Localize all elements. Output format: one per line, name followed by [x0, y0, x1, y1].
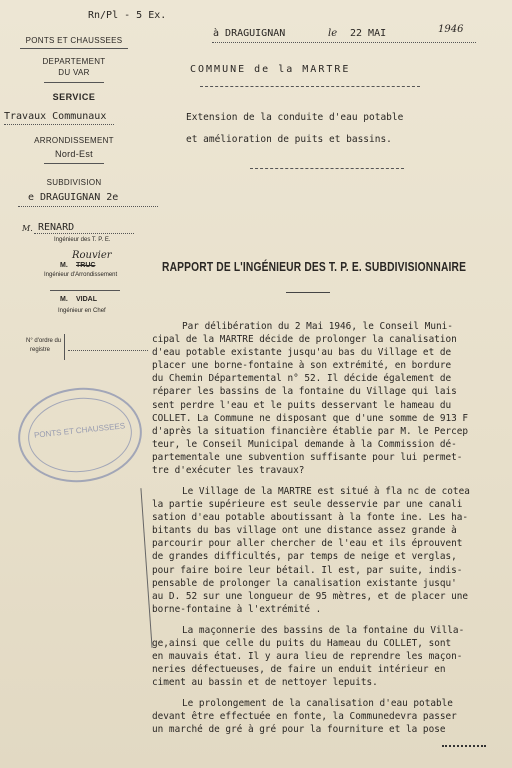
- arrondissement-label: ARRONDISSEMENT: [34, 136, 114, 145]
- text-line: ciment au bassin et de nettoyer lepuits.: [152, 677, 378, 689]
- text-line: réparer les bassins de la fontaine du Village qui lais: [152, 386, 457, 398]
- engineer3-prefix: M.: [60, 296, 68, 303]
- text-line: partementale une subvention suffisante pour lui permet-: [152, 451, 463, 463]
- text-line: teur, le Conseil Municipal demande à la Commission dé-: [152, 438, 457, 450]
- paragraph-3: [152, 624, 464, 689]
- text-line: Par délibération du 2 Mai 1946, le Conseil Muni-: [182, 321, 453, 332]
- subject-line-2: et amélioration de puits et bassins.: [186, 134, 392, 145]
- date-day-month: 22 MAI: [350, 28, 387, 39]
- paragraph-4: [152, 697, 457, 736]
- subject-line-1: Extension de la conduite d'eau potable: [186, 112, 404, 123]
- service-label: SERVICE: [52, 92, 96, 102]
- commune-underline: [200, 86, 420, 87]
- place-city: DRAGUIGNAN: [225, 28, 286, 39]
- dept-ponts-chaussees: PONTS ET CHAUSSEES: [25, 36, 123, 45]
- subject-underline: [250, 168, 404, 169]
- dotted-line: [34, 233, 134, 234]
- text-line: La maçonnerie des bassins de la fontaine du Villa-: [182, 625, 465, 636]
- engineer2-handwritten: Rouvier: [72, 250, 112, 261]
- engineer1-prefix: M.: [22, 224, 33, 233]
- paragraph-2: [152, 485, 470, 616]
- text-line: au D. 52 sur une longueur de 95 mètres, et de placer une: [152, 590, 469, 602]
- continuation-dots: [442, 745, 486, 747]
- engineer1-name: RENARD: [38, 222, 75, 233]
- text-line: sation d'eau potable aboutissant à la fonte ine. Les ha-: [152, 512, 469, 524]
- dept-label: DEPARTEMENT: [42, 57, 106, 66]
- margin-pencil-mark: [140, 488, 152, 648]
- text-line: parcourir pour aller chercher de l'eau et ils éprouvent: [152, 538, 463, 550]
- service-value: Travaux Communaux: [4, 111, 107, 122]
- reference-code: Rn/Pl - 5 Ex.: [88, 10, 167, 21]
- text-line: tre d'exécuter les travaux?: [152, 465, 305, 477]
- date-year: 1946: [438, 24, 464, 35]
- engineer2-prefix: M.: [60, 262, 68, 269]
- date-prefix: le: [328, 28, 338, 39]
- ordre-label-2: registre: [30, 347, 51, 353]
- divider: [50, 290, 120, 291]
- text-line: d'eau potable existante jusqu'au bas du Village et de: [152, 347, 452, 359]
- dotted-line: [18, 206, 158, 207]
- official-stamp: [13, 382, 146, 488]
- text-line: Le Village de la MARTRE est situé à fla nc de cotea: [182, 486, 470, 497]
- text-line: Le prolongement de la canalisation d'eau potable: [182, 698, 453, 709]
- paragraph-1: [152, 320, 468, 477]
- ordre-label-1: N° d'ordre du: [26, 338, 62, 344]
- text-line: borne-fontaine à l'extrémité .: [152, 603, 322, 615]
- dept-value: DU VAR: [58, 68, 90, 77]
- text-line: pensable de prolonger la canalisation existante jusqu': [152, 577, 457, 589]
- text-line: cipal de la MARTRE décide de prolonger la canalisation: [152, 334, 457, 346]
- text-line: COLLET. La Commune ne disposant que d'une somme de 913 F: [152, 412, 469, 424]
- engineer2-crossed: TRUC: [76, 262, 96, 269]
- engineer1-title: Ingénieur des T. P. E.: [54, 237, 111, 243]
- arrondissement-value: Nord-Est: [55, 149, 93, 159]
- text-line: bitants du bas village ont une distance assez grande à: [152, 525, 457, 537]
- ordre-bracket: [64, 334, 65, 360]
- text-line: en mauvais état. Il y aura lieu de reprendre les maçon-: [152, 651, 463, 663]
- place-name: [213, 28, 285, 39]
- text-line: la partie supérieure est seule desservie par une canali: [152, 499, 463, 511]
- text-line: placer une borne-fontaine à son extrémité, en bordure: [152, 360, 452, 372]
- engineer3-title: Ingénieur en Chef: [58, 308, 106, 314]
- text-line: un marché de gré à gré pour la fourniture et la pose: [152, 724, 446, 736]
- divider: [20, 48, 128, 49]
- report-title: RAPPORT DE L'INGÉNIEUR DES T. P. E. SUBDIVISIONNAIRE: [162, 260, 467, 274]
- text-line: neries défectueuses, de faire un enduit intérieur en: [152, 664, 446, 676]
- divider: [44, 163, 104, 164]
- date-underline: [212, 42, 476, 43]
- stamp-text: PONTS ET CHAUSSEES: [33, 421, 126, 440]
- text-line: d'après la situation financière établie par M. le Percep: [152, 425, 469, 437]
- text-line: devant être effectuée en fonte, la Communedevra passer: [152, 711, 457, 723]
- subdivision-value: e DRAGUIGNAN 2e: [28, 192, 119, 203]
- title-underline: [286, 292, 330, 293]
- text-line: de grandes difficultés, par temps de neige et verglas,: [152, 551, 457, 563]
- dotted-line: [4, 124, 114, 125]
- engineer3-name: VIDAL: [76, 296, 97, 303]
- text-line: du Chemin Départemental n° 52. Il décide également de: [152, 373, 452, 385]
- divider: [44, 82, 104, 83]
- commune-title: COMMUNE de la MARTRE: [190, 64, 351, 75]
- dotted-line: [68, 350, 148, 351]
- engineer2-title: Ingénieur d'Arrondissement: [44, 272, 118, 278]
- subdivision-label: SUBDIVISION: [46, 178, 102, 187]
- place-prefix: à: [213, 28, 226, 39]
- text-line: sent perdre l'eau et le puits desservant le hameau du: [152, 399, 452, 411]
- text-line: pour faire boire leur bétail. Il est, par suite, indis-: [152, 564, 463, 576]
- text-line: ge,ainsi que celle du puits du Hameau du COLLET, sont: [152, 638, 452, 650]
